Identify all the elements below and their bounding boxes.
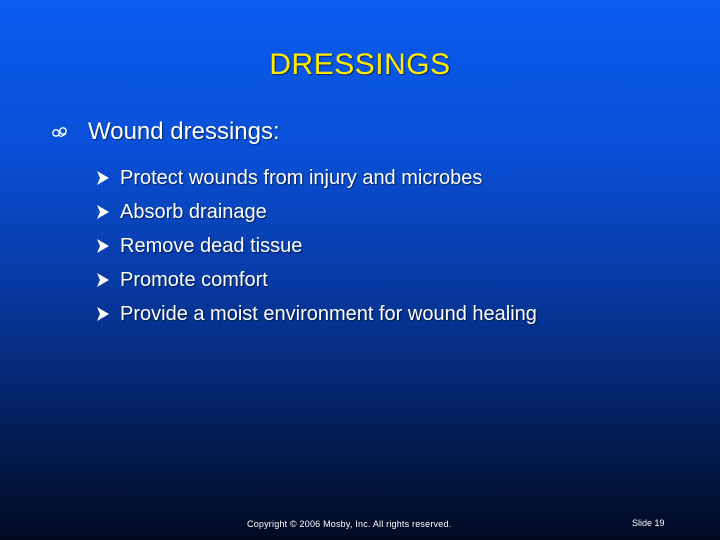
- subpoint-text: Promote comfort: [120, 268, 268, 291]
- main-point: [52, 118, 280, 146]
- arrowhead-bullet-icon: [96, 168, 120, 188]
- list-item: [96, 297, 537, 331]
- subpoint-list: [96, 161, 537, 331]
- subpoint-text: Protect wounds from injury and microbes: [120, 166, 483, 189]
- wingding-bullet-icon: [52, 121, 88, 143]
- slide-number: Slide 19: [632, 518, 665, 528]
- list-item: [96, 161, 537, 195]
- subpoint-text: Provide a moist environment for wound healing: [120, 302, 537, 325]
- arrowhead-bullet-icon: [96, 236, 120, 256]
- slide-title: DRESSINGS: [269, 48, 451, 81]
- arrowhead-bullet-icon: [96, 304, 120, 324]
- arrowhead-bullet-icon: [96, 202, 120, 222]
- main-point-text: Wound dressings:: [88, 118, 280, 145]
- subpoint-text: Remove dead tissue: [120, 234, 303, 257]
- list-item: [96, 195, 537, 229]
- list-item: [96, 263, 537, 297]
- arrowhead-bullet-icon: [96, 270, 120, 290]
- subpoint-text: Absorb drainage: [120, 200, 267, 223]
- list-item: [96, 229, 537, 263]
- copyright-notice: Copyright © 2006 Mosby, Inc. All rights reserved.: [247, 519, 452, 529]
